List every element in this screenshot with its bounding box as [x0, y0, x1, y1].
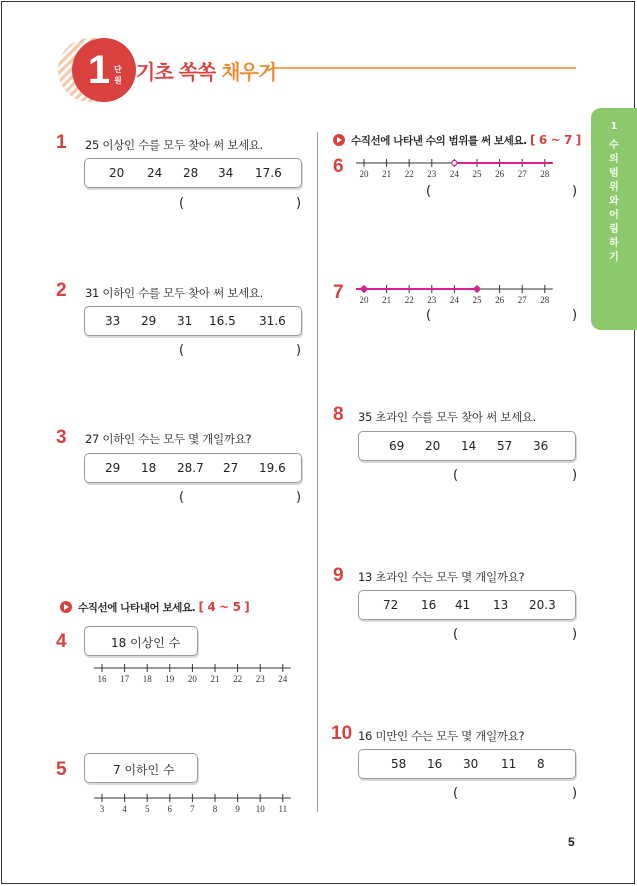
- problem-1-value: 20: [109, 166, 125, 180]
- nl6-tick-label: 24: [449, 169, 459, 179]
- nl4-tick-label: 19: [165, 674, 175, 684]
- problem-10-value: 16: [427, 757, 443, 771]
- problem-10-value: 11: [501, 757, 517, 771]
- problem-7-number-line: [352, 281, 562, 307]
- nl4-tick-label: 18: [142, 674, 152, 684]
- problem-8-answer-close: ): [572, 468, 578, 483]
- problem-8-value: 69: [389, 439, 405, 453]
- problem-3-value: 27: [223, 461, 239, 475]
- nl7-tick-label: 20: [359, 295, 369, 305]
- nl4-tick-label: 24: [278, 674, 288, 684]
- problem-1-box: [84, 158, 302, 188]
- nl6-tick-label: 28: [540, 169, 550, 179]
- column-divider: [317, 132, 318, 812]
- section-right-range: [ 6 ~ 7 ]: [530, 133, 581, 147]
- section-head-right: [333, 133, 581, 148]
- nl6-tick-label: 27: [517, 169, 527, 179]
- title-part1: 기초 쏙쏙: [136, 60, 222, 84]
- side-chapter-tab[interactable]: [591, 108, 637, 330]
- problem-9-value: 16: [421, 598, 437, 612]
- title-part2: 채우기: [221, 60, 277, 84]
- problem-7-answer-close: ): [572, 308, 578, 323]
- problem-9-text: 13 초과인 수는 모두 몇 개일까요?: [358, 570, 525, 584]
- page-number: 5: [568, 835, 575, 849]
- nl6-tick-label: 21: [382, 169, 392, 179]
- problem-1-answer-open[interactable]: (: [179, 196, 185, 211]
- nl7-tick-label: 26: [495, 295, 505, 305]
- problem-10-text: 16 미만인 수는 모두 몇 개일까요?: [358, 729, 525, 743]
- nl7-end-point: [474, 286, 479, 291]
- problem-3-value: 18: [141, 461, 157, 475]
- problem-8-value: 14: [461, 439, 477, 453]
- problem-1-number: 1: [56, 132, 67, 153]
- problem-7-answer-open[interactable]: (: [426, 308, 432, 323]
- problem-8-number: 8: [333, 404, 344, 425]
- problem-10-box: [358, 749, 576, 779]
- problem-10-value: 58: [391, 757, 407, 771]
- problem-1-value: 17.6: [255, 166, 282, 180]
- problem-8-value: 57: [497, 439, 513, 453]
- problem-6-number-line: [352, 155, 562, 181]
- header-swoosh-line: [266, 66, 576, 72]
- nl7-tick-label: 27: [517, 295, 527, 305]
- nl5-tick-label: 8: [212, 804, 218, 814]
- problem-9-answer-close: ): [572, 627, 578, 642]
- problem-1-value: 34: [218, 166, 234, 180]
- problem-2-box: [84, 306, 302, 336]
- problem-4-number: 4: [56, 631, 67, 652]
- problem-9-value: 13: [493, 598, 509, 612]
- problem-5-condition-box: [84, 753, 198, 783]
- problem-7-number: 7: [333, 282, 344, 303]
- page-title: [136, 56, 276, 85]
- problem-9-value: 41: [455, 598, 471, 612]
- nl7-tick-label: 23: [427, 295, 437, 305]
- nl5-tick-label: 9: [235, 804, 240, 814]
- problem-9-value: 72: [383, 598, 399, 612]
- problem-9-value: 20.3: [529, 598, 556, 612]
- nl6-tick-label: 22: [404, 169, 414, 179]
- problem-3-number: 3: [56, 427, 67, 448]
- problem-8-value: 20: [425, 439, 441, 453]
- problem-2-value: 31: [177, 314, 193, 328]
- problem-4-number-line[interactable]: [90, 660, 300, 686]
- nl4-tick-label: 23: [255, 674, 265, 684]
- problem-6-number: 6: [333, 156, 344, 177]
- nl5-tick-label: 7: [190, 804, 195, 814]
- problem-8-box: [358, 431, 576, 461]
- problem-2-value: 31.6: [259, 314, 286, 328]
- nl4-tick-label: 22: [233, 674, 243, 684]
- nl7-tick-label: 21: [382, 295, 392, 305]
- play-icon: [60, 601, 72, 613]
- nl5-tick-label: 3: [99, 804, 105, 814]
- problem-10-value: 30: [463, 757, 479, 771]
- problem-2-value: 29: [141, 314, 157, 328]
- problem-8-text: 35 초과인 수를 모두 찾아 써 보세요.: [358, 410, 537, 424]
- nl6-tick-label: 25: [472, 169, 482, 179]
- side-tab-text: 수의 범위와 어림하기: [609, 140, 619, 263]
- problem-3-value: 28.7: [177, 461, 204, 475]
- problem-2-text: 31 이하인 수를 모두 찾아 써 보세요.: [85, 286, 264, 300]
- problem-1-answer-close: ): [296, 196, 302, 211]
- section-left-range: [ 4 ~ 5 ]: [198, 600, 250, 614]
- nl5-tick-label: 6: [167, 804, 173, 814]
- problem-3-value: 19.6: [259, 461, 286, 475]
- nl4-tick-label: 20: [187, 674, 197, 684]
- problem-6-answer-close: ): [572, 184, 578, 199]
- problem-3-text: 27 이하인 수는 모두 몇 개일까요?: [85, 432, 252, 446]
- nl6-start-point: [452, 160, 457, 165]
- nl7-tick-label: 24: [449, 295, 459, 305]
- problem-5-number: 5: [56, 759, 67, 780]
- unit-badge: [58, 38, 128, 102]
- problem-8-answer-open[interactable]: (: [453, 468, 459, 483]
- problem-1-value: 24: [147, 166, 163, 180]
- problem-3-box: [84, 453, 302, 483]
- problem-2-answer-close: ): [296, 343, 302, 358]
- section-head-left: [60, 600, 249, 615]
- nl4-tick-label: 17: [120, 674, 130, 684]
- problem-5-condition: 7 이하인 수: [113, 763, 175, 777]
- problem-10-number: 10: [331, 723, 353, 744]
- nl4-tick-label: 16: [97, 674, 107, 684]
- nl5-tick-label: 5: [144, 804, 150, 814]
- unit-label: 단원: [114, 65, 122, 85]
- problem-10-answer-close: ): [572, 786, 578, 801]
- nl6-tick-label: 20: [359, 169, 369, 179]
- play-icon: [333, 134, 345, 146]
- problem-8-value: 36: [533, 439, 549, 453]
- nl5-tick-label: 10: [255, 804, 265, 814]
- nl4-tick-label: 21: [210, 674, 220, 684]
- unit-number: 1: [87, 48, 111, 92]
- problem-9-box: [358, 590, 576, 620]
- nl7-tick-label: 25: [472, 295, 482, 305]
- problem-3-answer-close: ): [296, 490, 302, 505]
- nl7-tick-label: 22: [404, 295, 414, 305]
- nl7-start-point: [361, 286, 366, 291]
- problem-3-answer-open[interactable]: (: [179, 490, 185, 505]
- side-tab-number: 1: [610, 121, 618, 132]
- problem-1-text: 25 이상인 수를 모두 찾아 써 보세요.: [85, 138, 264, 152]
- nl5-tick-label: 4: [122, 804, 127, 814]
- section-right-text: 수직선에 나타낸 수의 범위를 써 보세요.: [351, 135, 527, 147]
- problem-10-answer-open[interactable]: (: [453, 786, 459, 801]
- problem-4-condition-box: [84, 626, 198, 656]
- nl6-tick-label: 26: [495, 169, 505, 179]
- problem-3-value: 29: [105, 461, 121, 475]
- problem-5-number-line[interactable]: [90, 790, 300, 816]
- nl5-tick-label: 11: [278, 804, 288, 814]
- problem-2-answer-open[interactable]: (: [179, 343, 185, 358]
- nl7-tick-label: 28: [540, 295, 550, 305]
- problem-9-number: 9: [333, 565, 344, 586]
- nl6-tick-label: 23: [427, 169, 437, 179]
- problem-1-value: 28: [183, 166, 199, 180]
- section-left-text: 수직선에 나타내어 보세요.: [78, 602, 196, 614]
- problem-9-answer-open[interactable]: (: [453, 627, 459, 642]
- problem-10-value: 8: [537, 757, 545, 771]
- problem-2-value: 33: [105, 314, 121, 328]
- problem-4-condition: 18 이상인 수: [111, 636, 181, 650]
- problem-6-answer-open[interactable]: (: [426, 184, 432, 199]
- problem-2-value: 16.5: [209, 314, 236, 328]
- problem-2-number: 2: [56, 280, 67, 301]
